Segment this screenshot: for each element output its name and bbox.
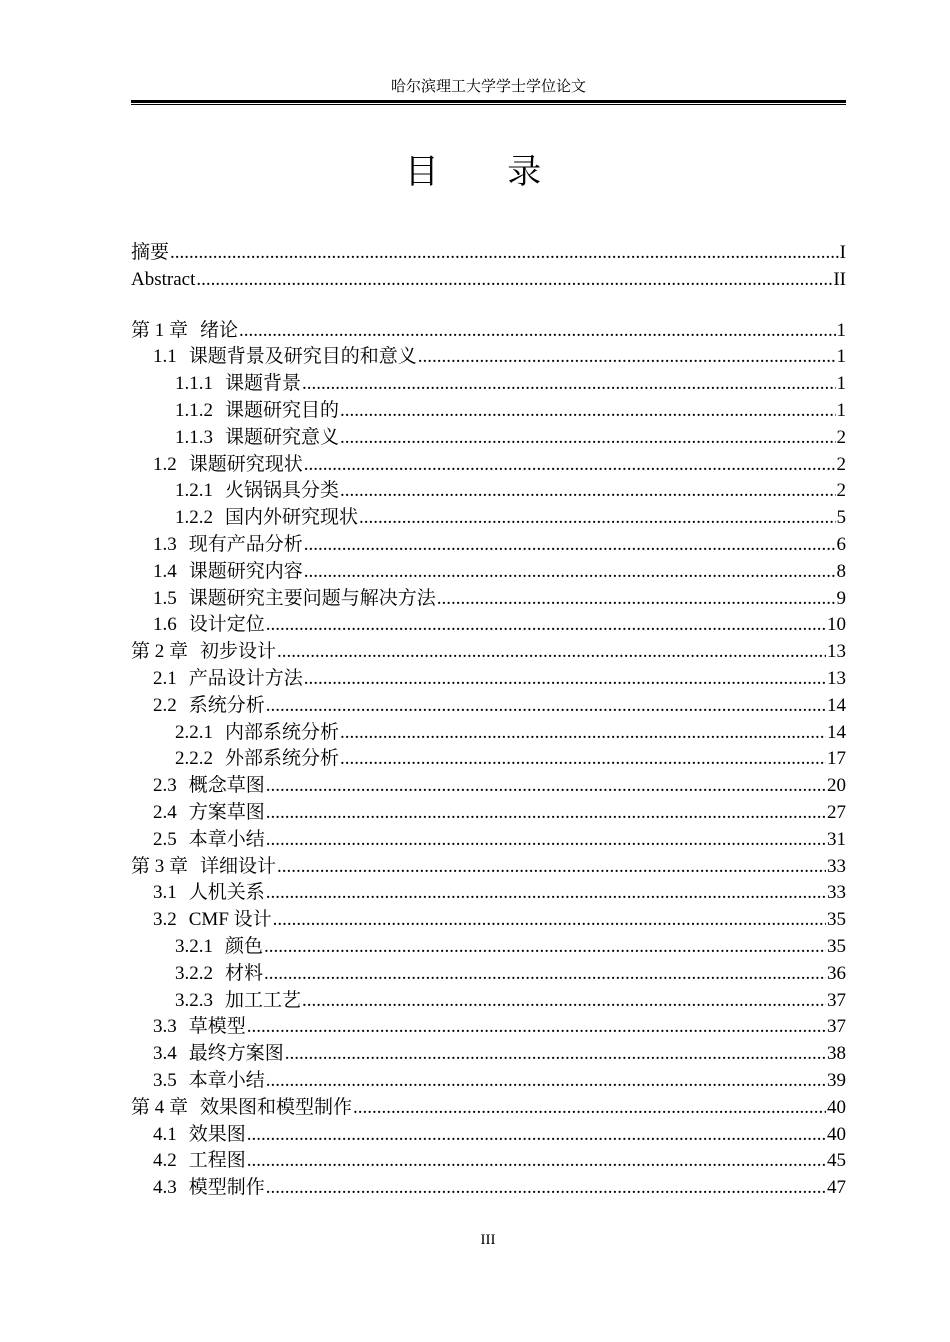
toc-entry-number: 3.5 xyxy=(153,1069,177,1091)
toc-entry-number: 2.1 xyxy=(153,667,177,689)
toc-entry-subsection[interactable] xyxy=(131,934,846,961)
toc-entry-page: 35 xyxy=(827,935,846,957)
toc-entry-number: 3.3 xyxy=(153,1016,177,1038)
toc-entry-number: 2.4 xyxy=(153,801,177,823)
toc-entry[interactable] xyxy=(131,240,846,267)
toc-title: 目 录 xyxy=(404,154,572,191)
toc-entry-subsection[interactable] xyxy=(131,425,846,452)
toc-entry-section[interactable] xyxy=(131,773,846,800)
toc-entry-number: 1.5 xyxy=(153,587,177,609)
toc-entry-section[interactable] xyxy=(131,559,846,586)
dot-leader xyxy=(304,666,826,692)
toc-entry-page: 8 xyxy=(836,560,846,582)
toc-entry-text: 效果图 xyxy=(188,1123,246,1145)
toc-entry-chapter[interactable] xyxy=(131,1095,846,1122)
toc-entry-subsection[interactable] xyxy=(131,746,846,773)
toc-entry-subsection[interactable] xyxy=(131,720,846,747)
toc-entry-page: II xyxy=(833,268,846,290)
toc-entry-text: 工程图 xyxy=(188,1150,246,1172)
toc-entry-page: I xyxy=(839,242,846,263)
toc-entry-number: 1.1.1 xyxy=(175,373,213,395)
toc-entry-number: 3.2.1 xyxy=(175,935,213,957)
toc-entry-page: 1 xyxy=(836,373,846,395)
dot-leader xyxy=(247,1148,826,1174)
dot-leader xyxy=(304,452,836,478)
dot-leader xyxy=(359,505,835,531)
toc-entry-subsection[interactable] xyxy=(131,505,846,532)
toc-entry-section[interactable] xyxy=(131,1122,846,1149)
toc-entry-number: 3.2 xyxy=(153,909,177,931)
toc-entry-text: 详细设计 xyxy=(200,855,277,877)
toc-entry-subsection[interactable] xyxy=(131,371,846,398)
toc-entry-text: CMF 设计 xyxy=(188,909,272,931)
toc-entry-number: 4.1 xyxy=(153,1123,177,1145)
toc-entry-text: 课题研究目的 xyxy=(225,399,340,421)
dot-leader xyxy=(340,478,835,504)
toc-entry-text: 效果图和模型制作 xyxy=(200,1096,353,1118)
toc-entry-page: 37 xyxy=(827,989,846,1011)
toc-entry-page: 36 xyxy=(827,962,846,984)
toc-entry-chapter[interactable] xyxy=(131,854,846,881)
toc-entry-number: 3.4 xyxy=(153,1043,177,1065)
toc-entry-text: 颜色 xyxy=(225,935,264,957)
toc-entry-page: 1 xyxy=(836,319,846,341)
toc-entry-text: 摘要 xyxy=(131,242,170,263)
dot-leader xyxy=(247,1122,826,1148)
toc-entry-number: 1.6 xyxy=(153,614,177,636)
toc-entry-page: 31 xyxy=(827,828,846,850)
dot-leader xyxy=(266,800,826,826)
toc-entry-page: 14 xyxy=(827,694,846,716)
toc-entry-text: 材料 xyxy=(225,962,264,984)
toc-entry-text: 内部系统分析 xyxy=(225,721,340,743)
toc-entry-number: 1.2 xyxy=(153,453,177,475)
toc-entry-subsection[interactable] xyxy=(131,398,846,425)
toc-entry-text: 课题背景及研究目的和意义 xyxy=(188,346,417,368)
toc-entry-text: 加工工艺 xyxy=(225,989,302,1011)
toc-entry-page: 47 xyxy=(827,1177,846,1199)
toc-entry-section[interactable] xyxy=(131,800,846,827)
toc-entry-text: 模型制作 xyxy=(188,1177,265,1199)
toc-entry-number: 3.2.3 xyxy=(175,989,213,1011)
toc-entry[interactable] xyxy=(131,267,846,294)
toc-entry-page: 13 xyxy=(827,667,846,689)
toc-entry-section[interactable] xyxy=(131,880,846,907)
toc-entry-page: 39 xyxy=(827,1069,846,1091)
toc-entry-page: 33 xyxy=(827,855,846,877)
dot-leader xyxy=(340,425,835,451)
toc-entry-number: 1.3 xyxy=(153,533,177,555)
toc-entry-section[interactable] xyxy=(131,344,846,371)
toc-entry-text: 课题研究现状 xyxy=(188,453,303,475)
dot-leader xyxy=(264,961,826,987)
toc-entry-page: 35 xyxy=(827,909,846,931)
toc-entry-page: 6 xyxy=(836,533,846,555)
toc-entry-text: 课题研究意义 xyxy=(225,426,340,448)
toc-entry-subsection[interactable] xyxy=(131,988,846,1015)
toc-entry-section[interactable] xyxy=(131,1041,846,1068)
toc-entry-subsection[interactable] xyxy=(131,478,846,505)
toc-entry-text: 系统分析 xyxy=(188,694,265,716)
toc-entry-page: 14 xyxy=(827,721,846,743)
toc-entry-text: Abstract xyxy=(131,268,196,290)
toc-entry-section[interactable] xyxy=(131,1014,846,1041)
dot-leader xyxy=(353,1095,826,1121)
toc-entry-page: 2 xyxy=(836,480,846,502)
dot-leader xyxy=(266,1175,826,1201)
dot-leader xyxy=(264,934,826,960)
toc-entry-section[interactable] xyxy=(131,532,846,559)
toc-entry-number: 第 3 章 xyxy=(131,855,189,877)
dot-leader xyxy=(302,371,835,397)
toc-entry-text: 课题研究内容 xyxy=(188,560,303,582)
toc-entry-text: 本章小结 xyxy=(188,828,265,850)
dot-leader xyxy=(196,267,832,293)
toc-entry-number: 1.4 xyxy=(153,560,177,582)
toc-entry-page: 20 xyxy=(827,775,846,797)
toc-entry-number: 2.5 xyxy=(153,828,177,850)
page-header: 哈尔滨理工大学学士学位论文 xyxy=(390,79,586,95)
dot-leader xyxy=(239,318,835,344)
page-number: III xyxy=(480,1232,496,1248)
toc-entry-page: 33 xyxy=(827,882,846,904)
dot-leader xyxy=(340,398,835,424)
table-of-contents xyxy=(131,240,846,1202)
toc-entry-page: 10 xyxy=(827,614,846,636)
dot-leader xyxy=(266,1068,826,1094)
dot-leader xyxy=(277,854,826,880)
toc-entry-text: 产品设计方法 xyxy=(188,667,303,689)
toc-entry-section[interactable] xyxy=(131,827,846,854)
toc-entry-number: 1.1 xyxy=(153,346,177,368)
toc-entry-number: 2.2.1 xyxy=(175,721,213,743)
toc-entry-text: 外部系统分析 xyxy=(225,748,340,770)
toc-entry-number: 1.2.1 xyxy=(175,480,213,502)
dot-leader xyxy=(266,693,826,719)
toc-entry-page: 5 xyxy=(836,507,846,529)
toc-entry-text: 课题研究主要问题与解决方法 xyxy=(188,587,436,609)
toc-entry-section[interactable] xyxy=(131,452,846,479)
toc-entry-section[interactable] xyxy=(131,1148,846,1175)
dot-leader xyxy=(277,639,826,665)
toc-entry-page: 45 xyxy=(827,1150,846,1172)
toc-entry-text: 人机关系 xyxy=(188,882,265,904)
dot-leader xyxy=(170,240,839,266)
dot-leader xyxy=(247,1014,826,1040)
toc-entry-page: 37 xyxy=(827,1016,846,1038)
dot-leader xyxy=(304,532,836,558)
toc-entry-text: 本章小结 xyxy=(188,1069,265,1091)
toc-entry-number: 第 1 章 xyxy=(131,319,189,341)
toc-entry-number: 3.1 xyxy=(153,882,177,904)
toc-entry-number: 1.1.2 xyxy=(175,399,213,421)
toc-entry-section[interactable] xyxy=(131,586,846,613)
toc-entry-chapter[interactable] xyxy=(131,318,846,345)
dot-leader xyxy=(266,880,826,906)
toc-entry-text: 课题背景 xyxy=(225,373,302,395)
toc-entry-section[interactable] xyxy=(131,693,846,720)
toc-entry-section[interactable] xyxy=(131,907,846,934)
toc-entry-number: 3.2.2 xyxy=(175,962,213,984)
toc-entry-section[interactable] xyxy=(131,1068,846,1095)
dot-leader xyxy=(340,720,826,746)
toc-entry-text: 最终方案图 xyxy=(188,1043,284,1065)
dot-leader xyxy=(418,344,836,370)
toc-entry-section[interactable] xyxy=(131,612,846,639)
dot-leader xyxy=(304,559,836,585)
toc-entry-subsection[interactable] xyxy=(131,961,846,988)
toc-entry-text: 设计定位 xyxy=(188,614,265,636)
toc-entry-number: 4.3 xyxy=(153,1177,177,1199)
toc-entry-page: 1 xyxy=(836,399,846,421)
toc-entry-text: 方案草图 xyxy=(188,801,265,823)
toc-entry-number: 1.2.2 xyxy=(175,507,213,529)
toc-entry-page: 1 xyxy=(836,346,846,368)
toc-entry-text: 草模型 xyxy=(188,1016,246,1038)
toc-entry-page: 40 xyxy=(827,1096,846,1118)
toc-entry-text: 国内外研究现状 xyxy=(225,507,359,529)
toc-entry-text: 初步设计 xyxy=(200,641,277,663)
dot-leader xyxy=(266,827,826,853)
toc-entry-chapter[interactable] xyxy=(131,639,846,666)
toc-entry-page: 9 xyxy=(836,587,846,609)
toc-entry-number: 第 4 章 xyxy=(131,1096,189,1118)
toc-entry-number: 4.2 xyxy=(153,1150,177,1172)
toc-entry-page: 2 xyxy=(836,453,846,475)
dot-leader xyxy=(273,907,826,933)
dot-leader xyxy=(340,746,826,772)
toc-entry-number: 2.3 xyxy=(153,775,177,797)
toc-entry-page: 17 xyxy=(827,748,846,770)
toc-entry-page: 27 xyxy=(827,801,846,823)
toc-entry-number: 2.2 xyxy=(153,694,177,716)
toc-entry-number: 第 2 章 xyxy=(131,641,189,663)
dot-leader xyxy=(302,988,826,1014)
dot-leader xyxy=(266,773,826,799)
toc-entry-section[interactable] xyxy=(131,666,846,693)
toc-entry-number: 2.2.2 xyxy=(175,748,213,770)
toc-entry-number: 1.1.3 xyxy=(175,426,213,448)
toc-entry-page: 13 xyxy=(827,641,846,663)
toc-entry-text: 绪论 xyxy=(200,319,239,341)
header-rule xyxy=(131,100,846,105)
toc-entry-page: 2 xyxy=(836,426,846,448)
toc-entry-page: 38 xyxy=(827,1043,846,1065)
dot-leader xyxy=(266,612,826,638)
toc-entry-page: 40 xyxy=(827,1123,846,1145)
toc-entry-text: 火锅锅具分类 xyxy=(225,480,340,502)
dot-leader xyxy=(437,586,836,612)
toc-entry-text: 现有产品分析 xyxy=(188,533,303,555)
toc-entry-text: 概念草图 xyxy=(188,775,265,797)
toc-entry-section[interactable] xyxy=(131,1175,846,1202)
dot-leader xyxy=(285,1041,826,1067)
